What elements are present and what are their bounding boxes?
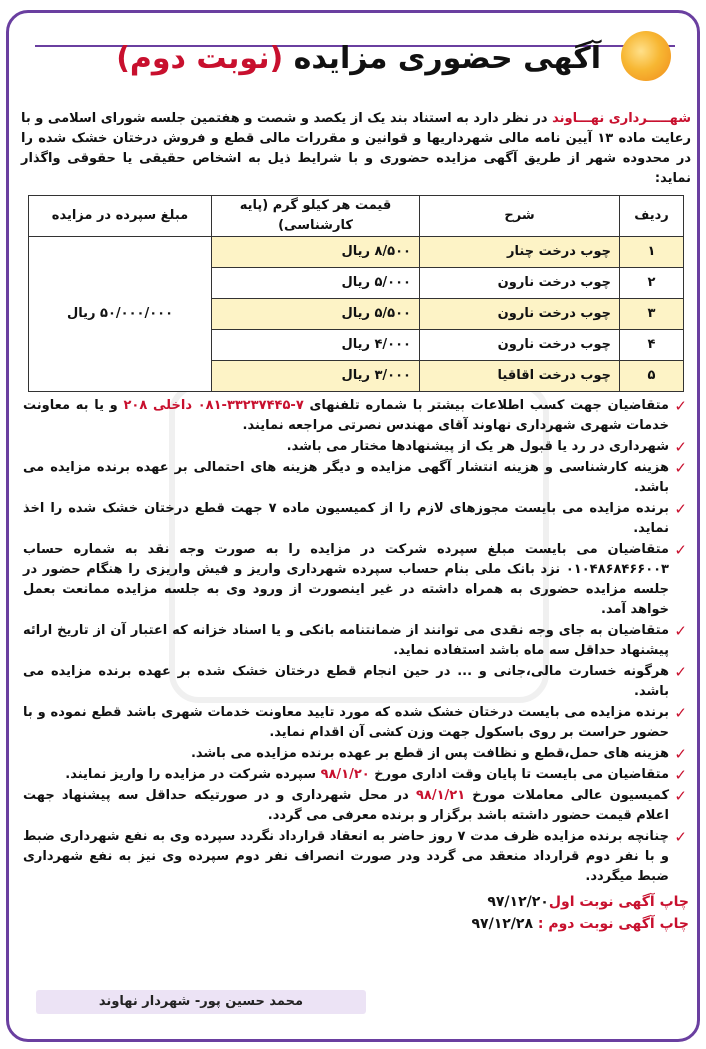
row-price: ۳/۰۰۰ ریال (212, 361, 420, 392)
check-icon: ✓ (674, 397, 687, 415)
check-icon: ✓ (674, 459, 687, 477)
check-icon: ✓ (674, 622, 687, 640)
clause-item: ✓ متقاضیان به جای وجه نقدی می توانند از ضمانتنامه بانکی و یا اسناد خزانه که اعتبار آن از تاریخ ارائه پیشنهاد حداقل سه ماه باشد استفاده نماید. (23, 622, 687, 658)
page-title (116, 41, 601, 76)
clause-item: ✓ هزینه های حمل،قطع و نظافت پس از قطع بر عهده برنده مزایده می باشد. (190, 745, 687, 763)
row-number: ۵ (620, 361, 684, 392)
check-icon: ✓ (674, 745, 687, 763)
clause-item: ✓ شهرداری در رد یا قبول هر یک از پیشنهادها مختار می باشد. (286, 438, 687, 456)
deposit-amount: ۵۰/۰۰۰/۰۰۰ ریال (29, 237, 212, 392)
check-icon: ✓ (674, 766, 687, 784)
intro-text: در نظر دارد به استناد بند یک از یکصد و شصت و هفتمین جلسه شورای اسلامی و با رعایت ماده ۱۳ آیین نامه مالی شهرداریها و قوانین و مقررات مالی قطع و فروش درختان خشک شده را در محدوده شهر از طریق آگهی مزایده حضوری و با شرایط ذیل به اشخاص حقیقی یا حقوقی واگذار نماید: (21, 111, 691, 186)
title-main: آگهی حضوری مزایده (293, 41, 601, 76)
notice-content (21, 109, 691, 935)
print-first: چاپ آگهی نوبت اول۹۷/۱۲/۲۰ (487, 894, 689, 910)
clauses-list (21, 396, 691, 887)
table-row (29, 237, 684, 268)
table-header-row (29, 196, 684, 237)
check-icon: ✓ (674, 438, 687, 456)
check-icon: ✓ (674, 541, 687, 559)
clause-commission: ✓ کمیسیون عالی معاملات مورخ ۹۸/۱/۲۱ در محل شهرداری و در صورتیکه حداقل سه پیشنهاد جهت اعلام قیمت حضور داشته باشد برگزار و برنده معرفی می گردد. (23, 787, 687, 823)
sun-icon (621, 31, 671, 81)
commission-date: ۹۸/۱/۲۱ (415, 788, 466, 803)
print-second: چاپ آگهی نوبت دوم : ۹۷/۱۲/۲۸ (471, 916, 689, 932)
check-icon: ✓ (674, 828, 687, 846)
title-band (35, 17, 675, 109)
check-icon: ✓ (674, 663, 687, 681)
row-description: چوب درخت نارون (420, 299, 620, 330)
phone-number: ۷-۳۳۲۳۷۴۴۵-۰۸۱ داخلی ۲۰۸ (123, 398, 304, 413)
header-row-no: ردیف (620, 196, 684, 237)
intro-paragraph (21, 109, 691, 189)
items-table (28, 195, 684, 392)
clause-deposit-deadline: ✓ متقاضیان می بایست تا پایان وقت اداری مورخ ۹۸/۱/۲۰ سپرده شرکت در مزایده را واریز نمایند. (65, 766, 687, 784)
signature-box: محمد حسین پور- شهردار نهاوند (36, 990, 366, 1014)
clause-item: ✓ برنده مزایده می بایست درختان خشک شده که مورد تایید معاونت خدمات شهری باشد قطع نموده و با حضور حراست بر روی باسکول جهت وزن کشی آن اقدام نماید. (23, 704, 687, 740)
municipality-name: شهـــــرداری نهـــاوند (552, 111, 691, 126)
clause-contact: ✓ متقاضیان جهت کسب اطلاعات بیشتر با شماره تلفنهای ۷-۳۳۲۳۷۴۴۵-۰۸۱ داخلی ۲۰۸ و یا به معاونت خدمات شهری شهرداری نهاوند آقای مهندس نصرتی مراجعه نمایند. (23, 397, 687, 433)
check-icon: ✓ (674, 500, 687, 518)
row-number: ۱ (620, 237, 684, 268)
title-sub: (نوبت دوم) (116, 41, 284, 76)
row-number: ۳ (620, 299, 684, 330)
row-description: چوب درخت چنار (420, 237, 620, 268)
row-description: چوب درخت اقاقیا (420, 361, 620, 392)
clause-item: ✓ چنانچه برنده مزایده ظرف مدت ۷ روز حاضر به انعقاد قرارداد نگردد سپرده وی به نفع شهرداری ضبط و با نفر دوم قرارداد منعقد می گردد ودر صورت انصراف نفر دوم سپرده وی نیز به نفع شهرداری ضبط میگردد. (23, 828, 687, 884)
row-price: ۴/۰۰۰ ریال (212, 330, 420, 361)
clause-item: ✓ هزینه کارشناسی و هزینه انتشار آگهی مزایده و دیگر هزینه های احتمالی بر عهده برنده مزایده می باشد. (23, 459, 687, 495)
row-number: ۲ (620, 268, 684, 299)
row-price: ۵/۰۰۰ ریال (212, 268, 420, 299)
row-description: چوب درخت نارون (420, 330, 620, 361)
check-icon: ✓ (674, 787, 687, 805)
header-price: قیمت هر کیلو گرم (پایه کارشناسی) (212, 196, 420, 237)
row-price: ۵/۵۰۰ ریال (212, 299, 420, 330)
row-price: ۸/۵۰۰ ریال (212, 237, 420, 268)
row-description: چوب درخت نارون (420, 268, 620, 299)
clause-item: ✓ هرگونه خسارت مالی،جانی و ... در حین انجام قطع درختان خشک شده بر عهده برنده مزایده می باشد. (23, 663, 687, 699)
header-description: شرح (420, 196, 620, 237)
row-number: ۴ (620, 330, 684, 361)
print-dates (21, 891, 691, 935)
check-icon: ✓ (674, 704, 687, 722)
notice-frame (6, 10, 700, 1042)
deadline-date: ۹۸/۱/۲۰ (320, 767, 370, 782)
header-deposit: مبلغ سپرده در مزایده (29, 196, 212, 237)
clause-item: ✓ متقاضیان می بایست مبلغ سپرده شرکت در مزایده را به صورت وجه نقد به شماره حساب ۰۱۰۴۸۶۸۴۶۶۰۰۳ نزد بانک ملی بنام حساب سپرده شهرداری واریز و فیش واریزی را هنگام حضور در جلسه مزایده حضوری به همراه داشته در غیر اینصورت از ورود وی به جلسه مزایده ممانعت بعمل خواهد آمد. (23, 541, 687, 617)
clause-item: ✓ برنده مزایده می بایست مجوزهای لازم را از کمیسیون ماده ۷ جهت قطع درختان خشک شده را اخذ نماید. (23, 500, 687, 536)
